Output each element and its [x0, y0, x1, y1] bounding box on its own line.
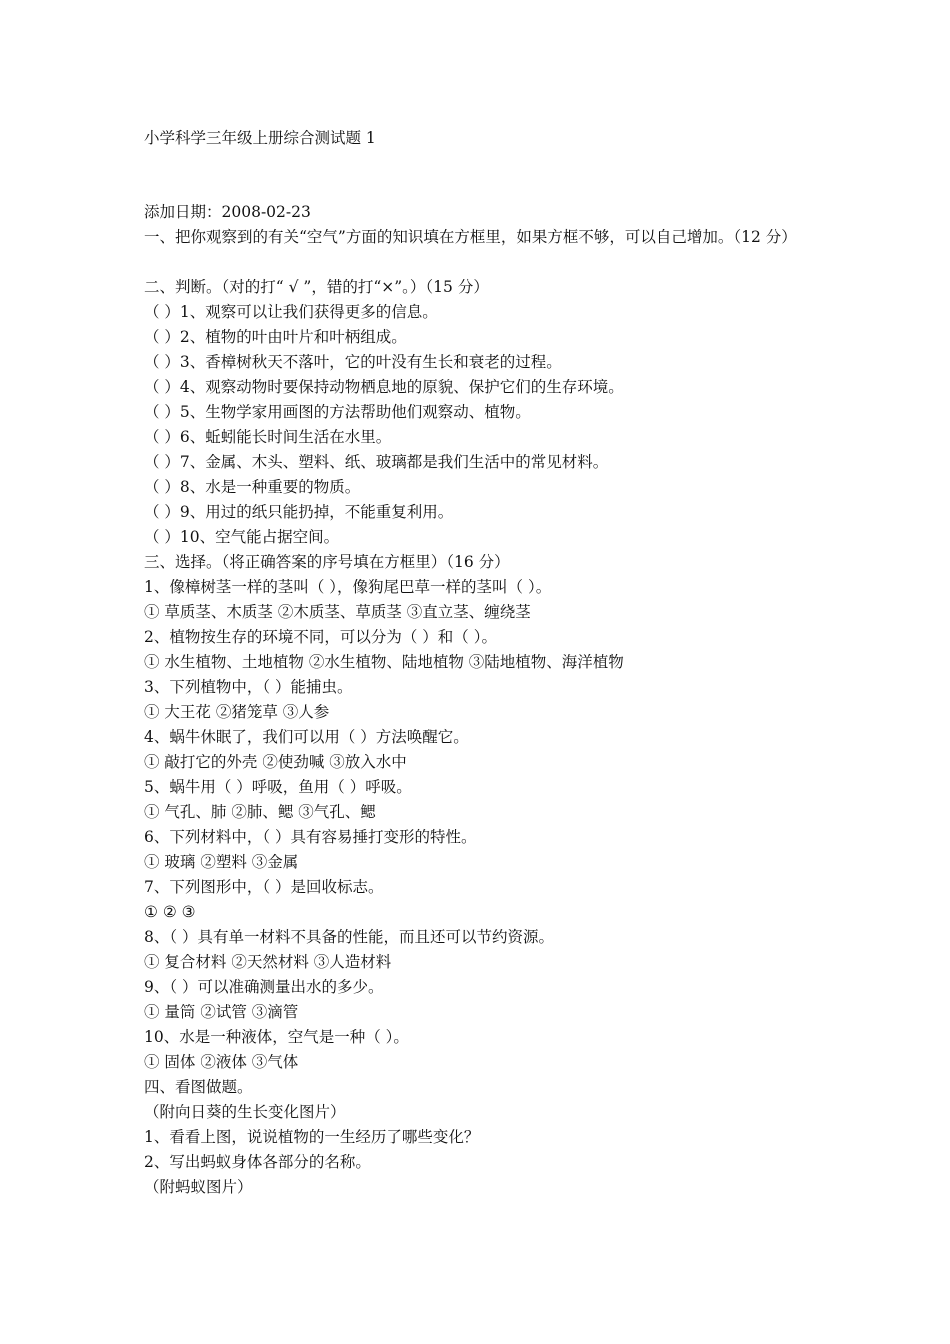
choice-question: 1、像樟树茎一样的茎叫（ ），像狗尾巴草一样的茎叫（ ）。 [144, 578, 552, 596]
choice-question: 5、蜗牛用（ ）呼吸，鱼用（ ）呼吸。 [144, 778, 412, 796]
judge-item: （ ）1、观察可以让我们获得更多的信息。 [144, 303, 438, 321]
choice-options: ① 大王花 ②猪笼草 ③人参 [144, 703, 330, 721]
judge-item: （ ）9、用过的纸只能扔掉，不能重复利用。 [144, 503, 454, 521]
section1-text: 一、把你观察到的有关“空气”方面的知识填在方框里，如果方框不够，可以自己增加。（12 分） [144, 228, 797, 246]
choice-options: ① 草质茎、木质茎 ②木质茎、草质茎 ③直立茎、缠绕茎 [144, 603, 531, 621]
section3-heading: 三、选择。（将正确答案的序号填在方框里）（16 分） [144, 553, 510, 571]
choice-question: 7、下列图形中，（ ）是回收标志。 [144, 878, 384, 896]
choice-question: 8、（ ）具有单一材料不具备的性能，而且还可以节约资源。 [144, 928, 555, 946]
judge-item: （ ）6、蚯蚓能长时间生活在水里。 [144, 428, 392, 446]
blank-line [144, 250, 824, 275]
choice-options: ① 复合材料 ②天然材料 ③人造材料 [144, 953, 392, 971]
choice-question: 2、植物按生存的环境不同，可以分为（ ）和（ ）。 [144, 628, 497, 646]
section2-heading: 二、判断。（对的打“ √ ”，错的打“×”。）（15 分） [144, 278, 489, 296]
judge-item: （ ）3、香樟树秋天不落叶，它的叶没有生长和衰老的过程。 [144, 353, 562, 371]
choice-question: 6、下列材料中，（ ）具有容易捶打变形的特性。 [144, 828, 477, 846]
choice-options: ① 量筒 ②试管 ③滴管 [144, 1003, 299, 1021]
choice-options: ① 固体 ②液体 ③气体 [144, 1053, 299, 1071]
choice-question: 4、蜗牛休眠了，我们可以用（ ）方法唤醒它。 [144, 728, 469, 746]
choice-options: ① ② ③ [144, 903, 196, 921]
judge-item: （ ）10、空气能占据空间。 [144, 528, 340, 546]
judge-item: （ ）5、生物学家用画图的方法帮助他们观察动、植物。 [144, 403, 531, 421]
choice-options: ① 敲打它的外壳 ②使劲喊 ③放入水中 [144, 753, 407, 771]
choice-question: 10、水是一种液体，空气是一种（ ）。 [144, 1028, 409, 1046]
document-body [144, 200, 824, 1200]
choice-options: ① 水生植物、土地植物 ②水生植物、陆地植物 ③陆地植物、海洋植物 [144, 653, 624, 671]
judge-item: （ ）4、观察动物时要保持动物栖息地的原貌、保护它们的生存环境。 [144, 378, 624, 396]
document-title: 小学科学三年级上册综合测试题 1 [144, 129, 376, 147]
judge-item: （ ）2、植物的叶由叶片和叶柄组成。 [144, 328, 407, 346]
picture-note: （附蚂蚁图片） [144, 1178, 253, 1196]
choice-question: 9、（ ）可以准确测量出水的多少。 [144, 978, 384, 996]
picture-question: 1、看看上图，说说植物的一生经历了哪些变化？ [144, 1128, 480, 1146]
picture-note: （附向日葵的生长变化图片） [144, 1103, 346, 1121]
date-line: 添加日期：2008-02-23 [144, 203, 311, 221]
section4-heading: 四、看图做题。 [144, 1078, 253, 1096]
choice-question: 3、下列植物中，（ ）能捕虫。 [144, 678, 353, 696]
picture-question: 2、写出蚂蚁身体各部分的名称。 [144, 1153, 371, 1171]
judge-item: （ ）8、水是一种重要的物质。 [144, 478, 361, 496]
judge-item: （ ）7、金属、木头、塑料、纸、玻璃都是我们生活中的常见材料。 [144, 453, 609, 471]
choice-options: ① 玻璃 ②塑料 ③金属 [144, 853, 299, 871]
choice-options: ① 气孔、肺 ②肺、鳃 ③气孔、鳃 [144, 803, 376, 821]
